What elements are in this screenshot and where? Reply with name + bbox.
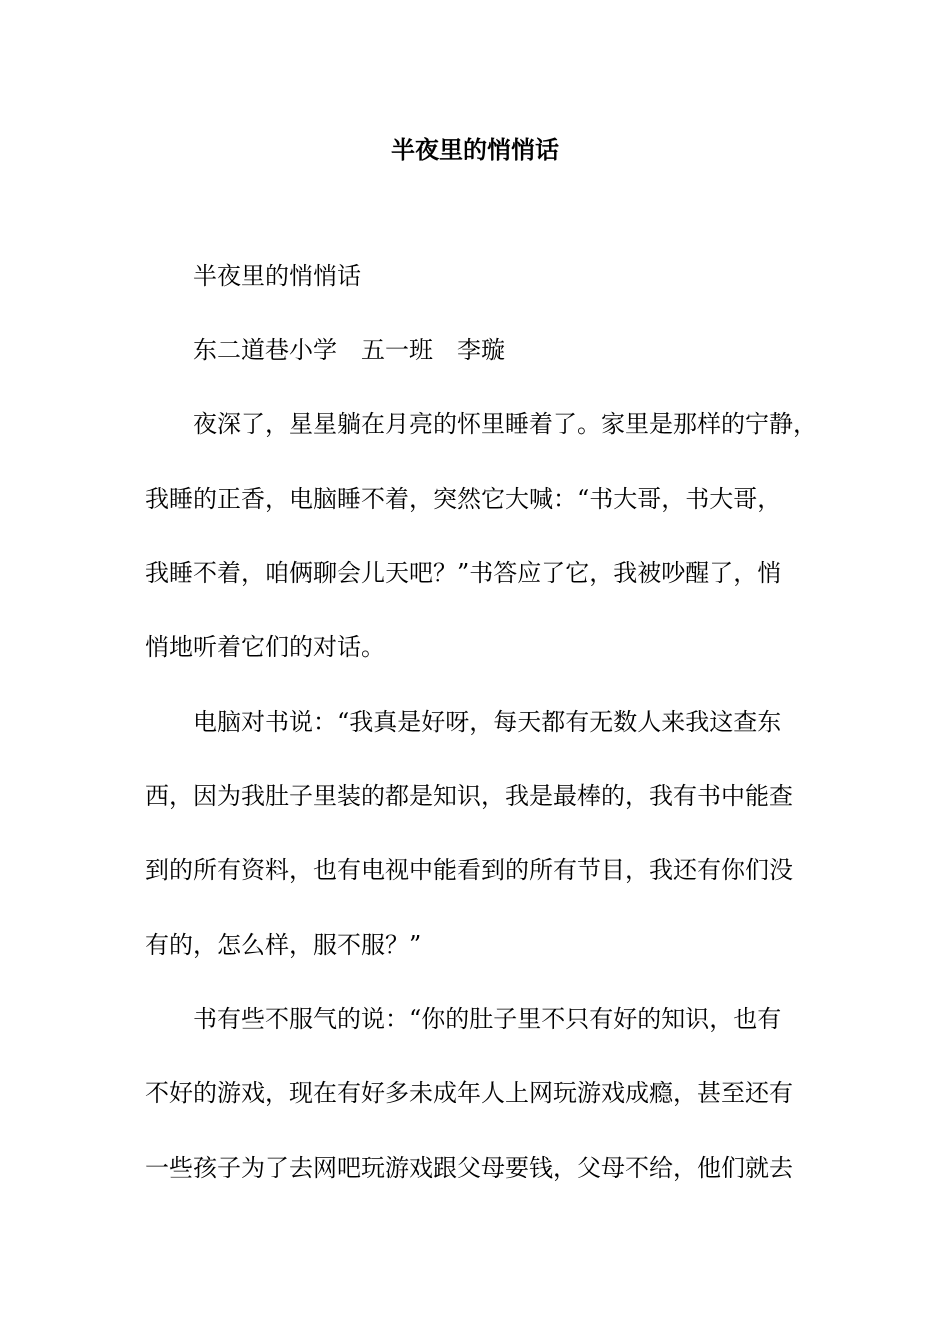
paragraph-1-line-2: 我睡的正香，电脑睡不着，突然它大喊：“书大哥，书大哥， [145, 485, 782, 513]
paragraph-3-line-1: 书有些不服气的说：“你的肚子里不只有好的知识，也有 [193, 1005, 782, 1033]
paragraph-2-line-1: 电脑对书说：“我真是好呀，每天都有无数人来我这查东 [193, 708, 782, 736]
author-line: 东二道巷小学 五一班 李璇 [193, 336, 505, 364]
paragraph-2-line-3: 到的所有资料，也有电视中能看到的所有节目，我还有你们没 [145, 856, 793, 884]
document-title: 半夜里的悄悄话 [391, 135, 559, 164]
paragraph-1-line-4: 悄地听着它们的对话。 [145, 633, 385, 661]
paragraph-2-line-4: 有的，怎么样，服不服？” [145, 931, 422, 959]
paragraph-3-line-3: 一些孩子为了去网吧玩游戏跟父母要钱，父母不给，他们就去 [145, 1154, 793, 1182]
paragraph-3-line-2: 不好的游戏，现在有好多未成年人上网玩游戏成瘾，甚至还有 [145, 1079, 793, 1107]
paragraph-1-line-1: 夜深了，星星躺在月亮的怀里睡着了。家里是那样的宁静， [193, 410, 817, 438]
article-title-line: 半夜里的悄悄话 [193, 262, 361, 290]
paragraph-2-line-2: 西，因为我肚子里装的都是知识，我是最棒的，我有书中能查 [145, 782, 793, 810]
paragraph-1-line-3: 我睡不着，咱俩聊会儿天吧？”书答应了它，我被吵醒了，悄 [145, 559, 782, 587]
